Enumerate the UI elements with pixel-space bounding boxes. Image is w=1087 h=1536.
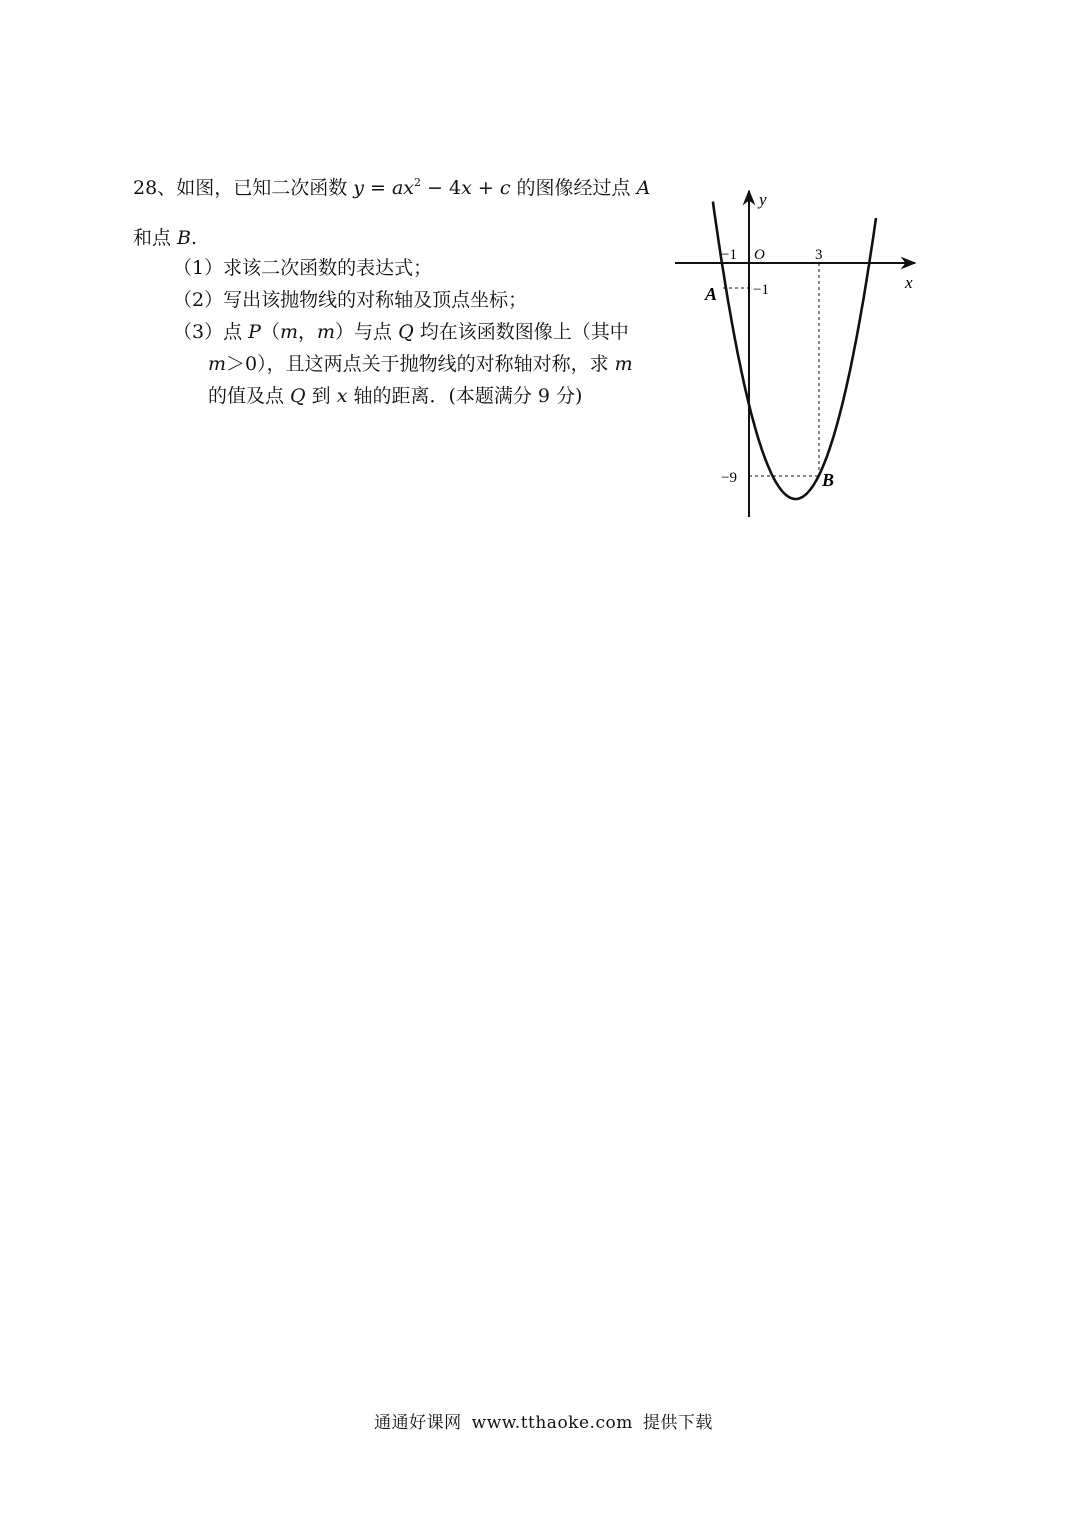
point-a-text: A [636, 177, 651, 199]
q3-point-q: Q [398, 321, 414, 343]
point-b-label: B [822, 470, 835, 490]
q3-m4: m [614, 353, 633, 375]
formula-rest1: − 4 [421, 177, 462, 199]
point-a-label: A [705, 284, 718, 304]
tick-label-x-3: 3 [815, 247, 823, 263]
tick-label-x-neg1: −1 [721, 247, 737, 263]
q3-line2-rest: ＞0），且这两点关于抛物线的对称轴对称，求 [226, 353, 615, 375]
q3-m2: m [317, 321, 336, 343]
question-3-line1 [173, 317, 629, 347]
parabola-figure [665, 185, 925, 525]
question-2: （2）写出该抛物线的对称轴及顶点坐标； [173, 289, 528, 311]
q3-text-2: （ [260, 321, 280, 343]
q3-text-4: ）与点 [335, 321, 399, 343]
formula-rest2: + [471, 177, 500, 199]
origin-label: O [754, 247, 765, 263]
q3-text-1: （3）点 [173, 321, 249, 343]
point-b-text: B [177, 227, 192, 249]
problem-number: 28、 [133, 177, 177, 199]
q3-point-q2: Q [290, 385, 306, 407]
tick-label-y-neg9: −9 [721, 470, 737, 486]
intro-prefix: 如图，已知二次函数 [176, 177, 354, 199]
formula-y: y [353, 177, 364, 199]
question-1: （1）求该二次函数的表达式； [173, 257, 433, 279]
tick-label-y-neg1: −1 [753, 282, 769, 298]
footer-url: www.tthaoke.com [471, 1413, 633, 1433]
problem-intro-line2 [133, 223, 197, 253]
problem-intro-line [133, 168, 650, 203]
formula-c: c [499, 177, 511, 199]
intro-suffix: 的图像经过点 [510, 177, 637, 199]
footer-site-name: 通通好课网 [374, 1413, 462, 1433]
page-footer [0, 1408, 1087, 1433]
question-3-line2 [208, 349, 633, 379]
formula-exponent: 2 [414, 176, 422, 189]
footer-note: 提供下载 [642, 1413, 713, 1433]
q3-m3: m [208, 353, 227, 375]
q3-text-5: 均在该函数图像上（其中 [413, 321, 629, 343]
q3-line3-text-2: 到 [305, 385, 337, 407]
formula-x: x [403, 177, 415, 199]
q3-text-3: ， [297, 321, 317, 343]
formula-x2: x [461, 177, 472, 199]
formula-eq: = [363, 177, 392, 199]
figure-svg [665, 185, 925, 525]
line2-suffix: . [191, 227, 198, 249]
parabola-curve [713, 202, 876, 499]
line2-prefix: 和点 [133, 227, 178, 249]
q3-m1: m [279, 321, 298, 343]
question-3-line3 [208, 381, 582, 411]
q3-line3-text-1: 的值及点 [208, 385, 291, 407]
q3-line3-text-3: 轴的距离．(本题满分 9 分) [347, 385, 583, 407]
x-axis-label: x [905, 273, 913, 292]
y-axis-label: y [759, 190, 767, 209]
q3-point-p: P [248, 321, 261, 343]
q3-x: x [336, 385, 348, 407]
formula-a: a [391, 177, 404, 199]
